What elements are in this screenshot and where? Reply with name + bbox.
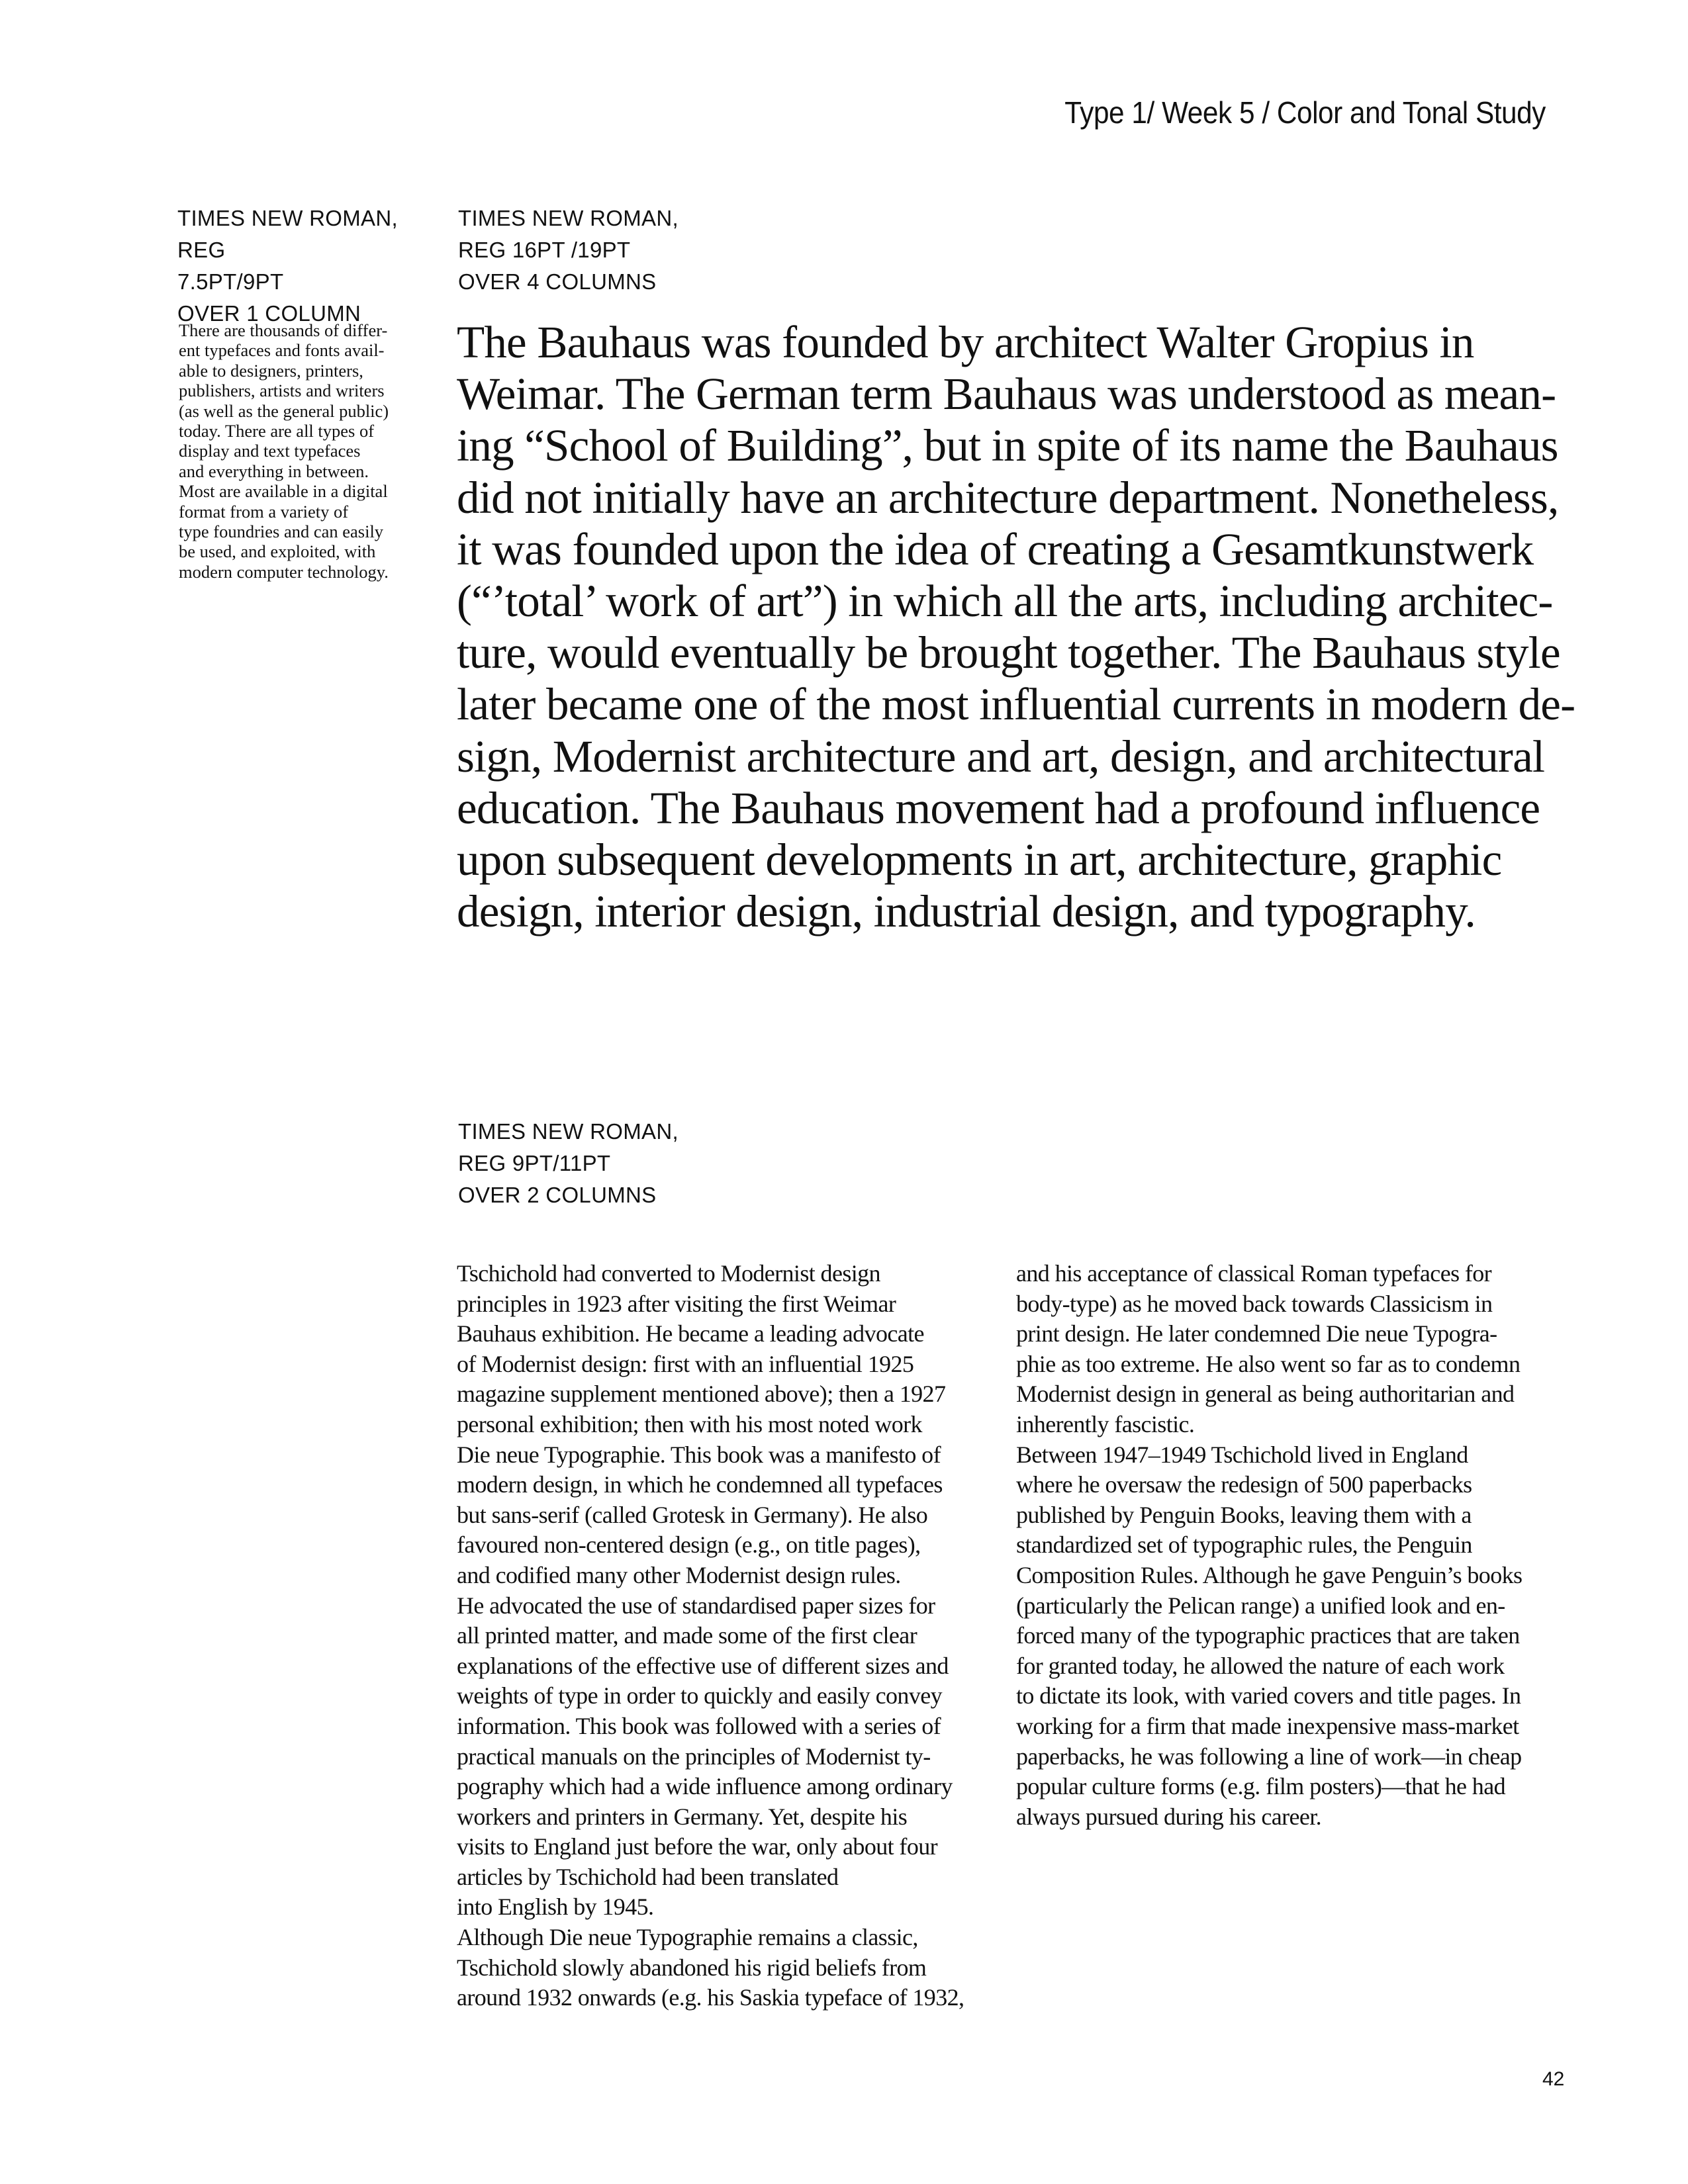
text-line: Modernist design in general as being authoritarian and [1016, 1381, 1515, 1408]
text-line: Between 1947–1949 Tschichold lived in England [1016, 1441, 1468, 1468]
label-line: OVER 4 COLUMNS [458, 269, 657, 294]
text-line: did not initially have an architecture department. Nonetheless, [457, 472, 1559, 523]
text-line: (as well as the general public) [179, 400, 389, 421]
text-line: (“’total’ work of art”) in which all the arts, including architec- [457, 576, 1553, 627]
label-line: OVER 1 COLUMN [177, 301, 361, 326]
text-line: type foundries and can easily [179, 522, 384, 542]
specimen-label-7-5pt [177, 203, 398, 330]
text-line: Most are available in a digital [179, 481, 388, 502]
text-line: pography which had a wide influence among ordinary [457, 1773, 953, 1800]
text-line: inherently fascistic. [1016, 1410, 1195, 1437]
text-line: all printed matter, and made some of the first clear [457, 1622, 917, 1649]
text-line: ing “School of Building”, but in spite of its name the Bauhaus [457, 420, 1558, 471]
label-line: TIMES NEW ROMAN, [177, 206, 398, 230]
text-line: display and text typefaces [179, 441, 361, 461]
text-line: explanations of the effective use of different sizes and [457, 1652, 949, 1679]
text-line: to dictate its look, with varied covers and title pages. In [1016, 1682, 1521, 1709]
text-line: later became one of the most influential currents in modern de- [457, 679, 1575, 730]
text-line: publishers, artists and writers [179, 381, 385, 401]
text-line: body-type) as he moved back towards Classicism in [1016, 1290, 1493, 1317]
text-line: and his acceptance of classical Roman typefaces for [1016, 1260, 1492, 1287]
text-line: There are thousands of differ- [179, 320, 388, 340]
specimen-body-9pt-column-2 [1016, 1259, 1559, 1832]
text-line: for granted today, he allowed the nature of each work [1016, 1652, 1505, 1679]
label-line: 7.5PT/9PT [177, 269, 284, 294]
text-line: The Bauhaus was founded by architect Walter Gropius in [457, 317, 1474, 367]
text-line: into English by 1945. [457, 1893, 654, 1921]
text-line: modern design, in which he condemned all typefaces [457, 1471, 943, 1498]
text-line: practical manuals on the principles of Modernist ty- [457, 1743, 931, 1770]
text-line: principles in 1923 after visiting the first Weimar [457, 1290, 896, 1317]
specimen-body-9pt-column-1 [457, 1259, 1000, 2013]
text-line: modern computer technology. [179, 561, 389, 582]
specimen-body-16pt [457, 316, 1575, 937]
text-line: Bauhaus exhibition. He became a leading advocate [457, 1320, 924, 1347]
text-line: format from a variety of [179, 501, 349, 522]
text-line: visits to England just before the war, only about four [457, 1833, 938, 1860]
page-number: 42 [1542, 2068, 1565, 2090]
text-line: Weimar. The German term Bauhaus was understood as mean- [457, 369, 1556, 420]
text-line: workers and printers in Germany. Yet, despite his [457, 1803, 908, 1830]
text-line: magazine supplement mentioned above); then a 1927 [457, 1381, 946, 1408]
text-line: Tschichold had converted to Modernist design [457, 1260, 880, 1287]
label-line: REG 16PT /19PT [458, 238, 631, 262]
label-line: TIMES NEW ROMAN, [458, 206, 679, 230]
text-line: be used, and exploited, with [179, 541, 376, 562]
text-line: ture, would eventually be brought together. The Bauhaus style [457, 627, 1560, 678]
text-line: favoured non-centered design (e.g., on title pages), [457, 1531, 921, 1559]
text-line: (particularly the Pelican range) a unified look and en- [1016, 1592, 1505, 1619]
text-line: sign, Modernist architecture and art, design, and architectural [457, 731, 1545, 782]
text-line: and everything in between. [179, 461, 369, 481]
text-line: Die neue Typographie. This book was a manifesto of [457, 1441, 941, 1468]
text-line: but sans-serif (called Grotesk in Germany). He also [457, 1501, 928, 1528]
running-header: Type 1/ Week 5 / Color and Tonal Study [1064, 95, 1546, 130]
text-line: paperbacks, he was following a line of work—in cheap [1016, 1743, 1522, 1770]
text-line: forced many of the typographic practices that are taken [1016, 1622, 1520, 1649]
text-line: standardized set of typographic rules, the Penguin [1016, 1531, 1472, 1559]
text-line: around 1932 onwards (e.g. his Saskia typeface of 1932, [457, 1984, 964, 2011]
text-line: able to designers, printers, [179, 360, 363, 381]
text-line: upon subsequent developments in art, architecture, graphic [457, 835, 1502, 886]
specimen-label-9pt [458, 1116, 679, 1211]
text-line: it was founded upon the idea of creating a Gesamtkunstwerk [457, 523, 1534, 574]
text-line: articles by Tschichold had been translated [457, 1863, 839, 1890]
text-line: always pursued during his career. [1016, 1803, 1322, 1830]
text-line: ent typefaces and fonts avail- [179, 340, 385, 361]
text-line: Although Die neue Typographie remains a classic, [457, 1924, 918, 1951]
text-line: Composition Rules. Although he gave Penguin’s books [1016, 1561, 1523, 1588]
text-line: education. The Bauhaus movement had a profound influence [457, 782, 1540, 833]
text-line: He advocated the use of standardised paper sizes for [457, 1592, 935, 1619]
text-line: of Modernist design: first with an influential 1925 [457, 1350, 914, 1377]
text-line: design, interior design, industrial design, and typography. [457, 886, 1476, 937]
text-line: information. This book was followed with a series of [457, 1712, 941, 1739]
text-line: Tschichold slowly abandoned his rigid beliefs from [457, 1954, 927, 1981]
text-line: personal exhibition; then with his most noted work [457, 1410, 922, 1437]
text-line: and codified many other Modernist design rules. [457, 1561, 901, 1588]
text-line: popular culture forms (e.g. film posters)—that he had [1016, 1773, 1505, 1800]
specimen-body-7-5pt [179, 320, 430, 582]
text-line: published by Penguin Books, leaving them with a [1016, 1501, 1472, 1528]
label-line: REG 9PT/11PT [458, 1151, 611, 1175]
text-line: weights of type in order to quickly and easily convey [457, 1682, 943, 1709]
text-line: today. There are all types of [179, 421, 375, 441]
specimen-label-16pt [458, 203, 679, 298]
text-line: working for a firm that made inexpensive mass-market [1016, 1712, 1519, 1739]
label-line: OVER 2 COLUMNS [458, 1183, 657, 1207]
label-line: REG [177, 238, 226, 262]
text-line: where he oversaw the redesign of 500 paperbacks [1016, 1471, 1472, 1498]
text-line: phie as too extreme. He also went so far as to condemn [1016, 1350, 1521, 1377]
label-line: TIMES NEW ROMAN, [458, 1119, 679, 1144]
text-line: print design. He later condemned Die neue Typogra- [1016, 1320, 1497, 1347]
